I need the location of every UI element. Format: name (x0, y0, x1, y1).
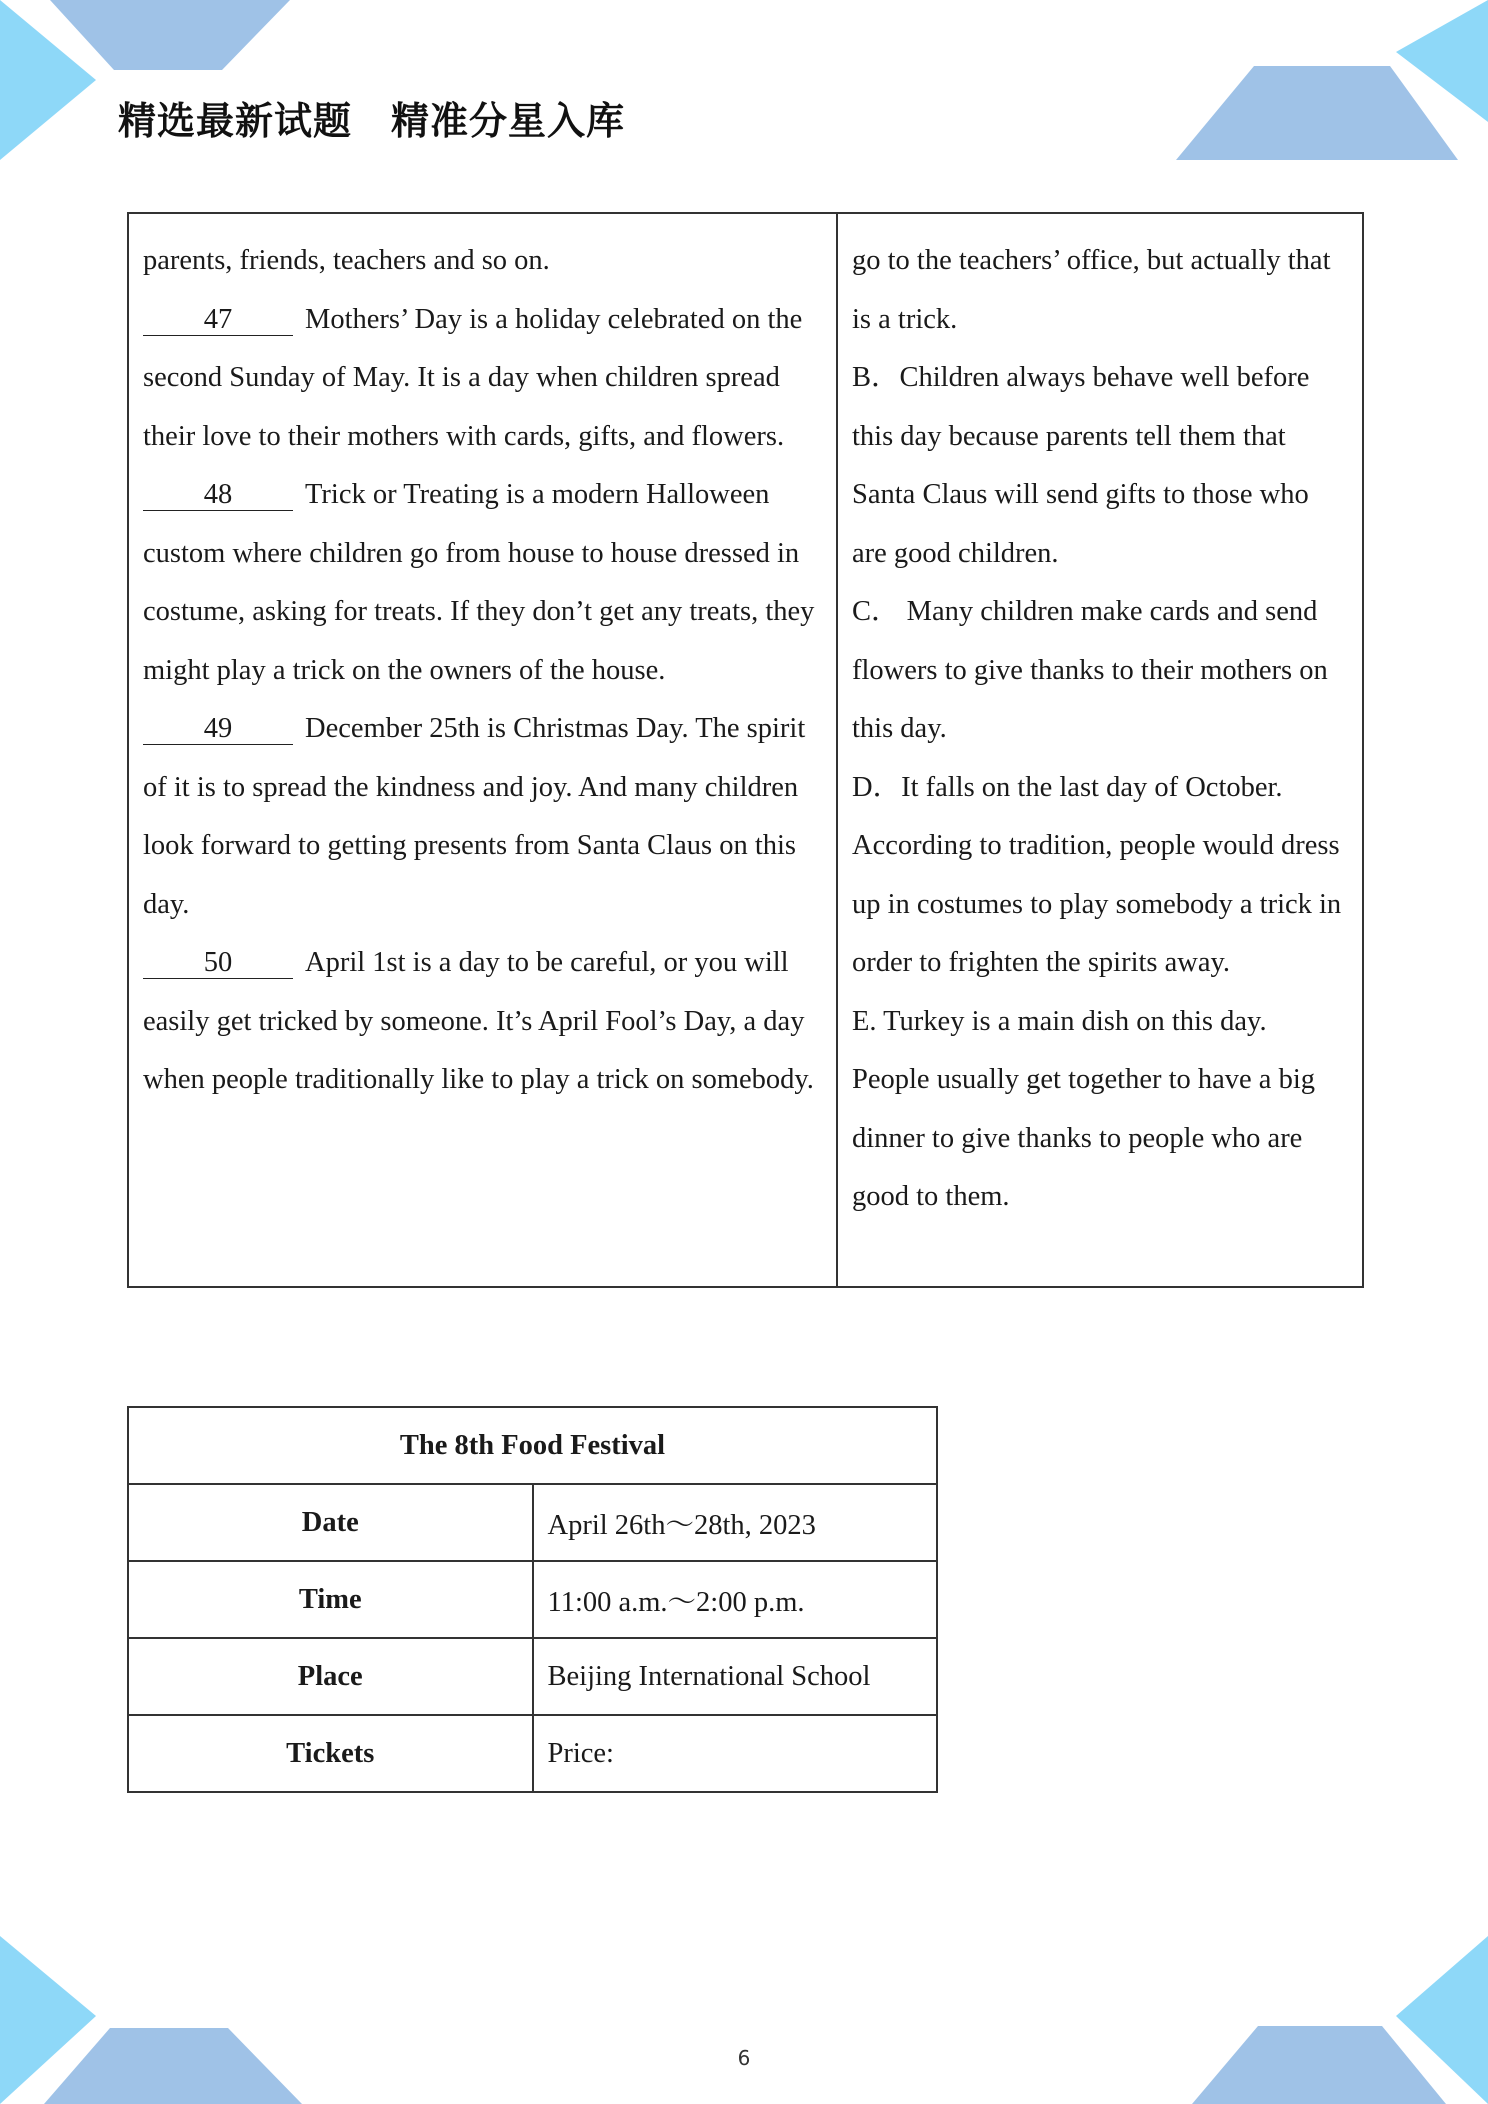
row-value-place: Beijing International School (533, 1638, 938, 1715)
row-value-date: April 26th～28th, 2023 (533, 1484, 938, 1561)
option-e: E. Turkey is a main dish on this day. People usually get together to have a big dinner to give thanks to people who are good to them. (852, 1005, 1315, 1212)
passage-item-50: 50 April 1st is a day to be careful, or you will easily get tricked by someone. It’s April Fool’s Day, a day when people traditionally like to play a trick on somebody. (143, 947, 814, 1095)
option-continuation: go to the teachers’ office, but actually that is a trick. (852, 245, 1331, 335)
reading-table (127, 212, 1364, 1288)
row-label-time: Time (128, 1561, 533, 1638)
passage-item-48: 48 Trick or Treating is a modern Halloween custom where children go from house to house dressed in costume, asking for treats. If they don’t get any treats, they might play a trick on the owners of the house. (143, 479, 815, 686)
passage-line: parents, friends, teachers and so on. (143, 245, 550, 276)
row-label-date: Date (128, 1484, 533, 1561)
festival-title: The 8th Food Festival (128, 1407, 937, 1484)
passage-item-47: 47 Mothers’ Day is a holiday celebrated on the second Sunday of May. It is a day when children spread their love to their mothers with cards, gifts, and flowers. (143, 303, 803, 452)
top-right-trapezoid (1176, 66, 1458, 160)
page-number: 6 (737, 2046, 751, 2070)
row-label-place: Place (128, 1638, 533, 1715)
row-value-time: 11:00 a.m.～2:00 p.m. (533, 1561, 938, 1638)
answer-blank[interactable]: 48 (143, 480, 293, 511)
answer-blank[interactable]: 47 (143, 305, 293, 336)
option-b: B．Children always behave well before this day because parents tell them that Santa Claus will send gifts to those who are good children. (852, 362, 1310, 569)
answer-blank[interactable]: 49 (143, 714, 293, 745)
right-column (837, 213, 1363, 1287)
row-value-tickets: Price: (533, 1715, 938, 1792)
passage-item-49: 49 December 25th is Christmas Day. The spirit of it is to spread the kindness and joy. And many children look forward to getting presents from Santa Claus on this day. (143, 713, 806, 920)
header-title: 精选最新试题 精准分星入库 (118, 99, 626, 143)
row-label-tickets: Tickets (128, 1715, 533, 1792)
left-column (128, 213, 837, 1287)
top-left-trapezoid (50, 0, 290, 70)
food-festival-table (127, 1406, 938, 1793)
option-d: D．It falls on the last day of October. According to tradition, people would dress up in costumes to play somebody a trick in order to frighten the spirits away. (852, 771, 1342, 978)
answer-blank[interactable]: 50 (143, 948, 293, 979)
option-c: C． Many children make cards and send flowers to give thanks to their mothers on this day. (852, 596, 1328, 744)
